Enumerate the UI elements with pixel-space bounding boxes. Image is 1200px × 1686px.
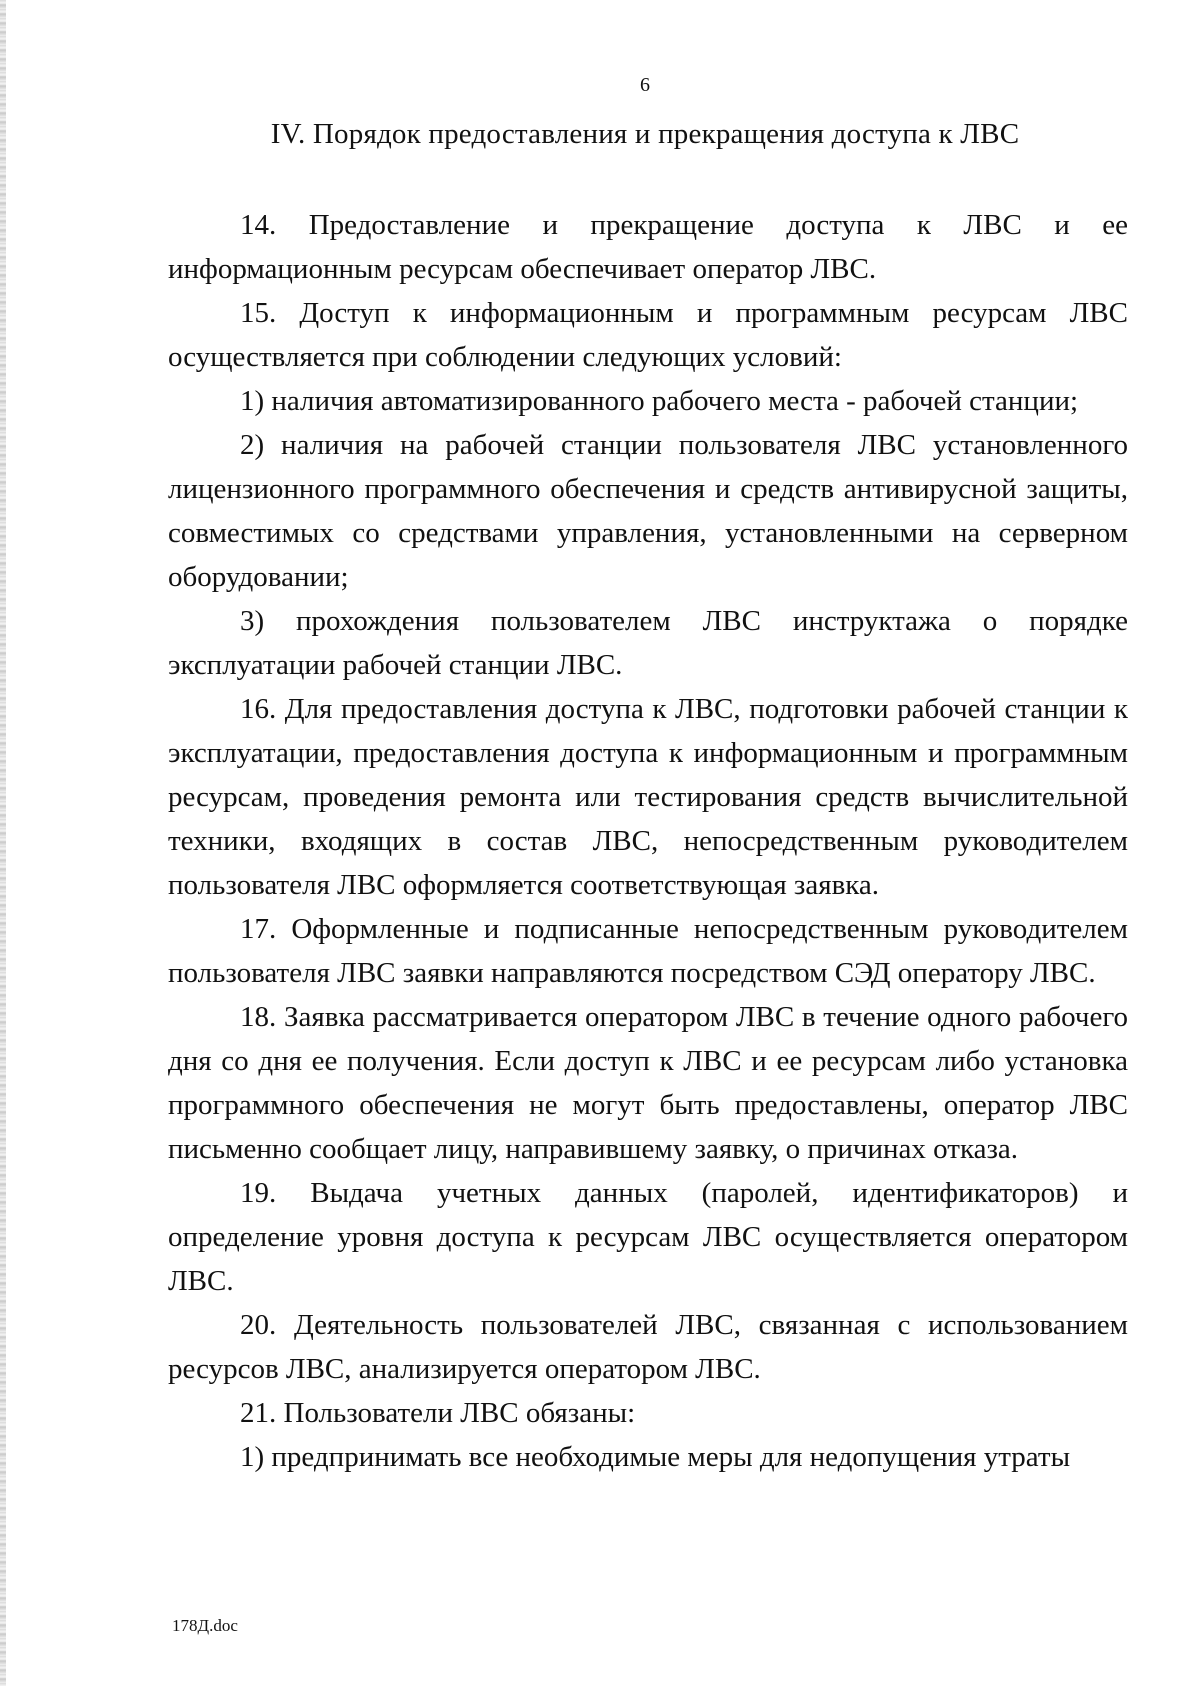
paragraph-19: 19. Выдача учетных данных (паролей, идентификаторов) и определение уровня доступа к ресурсам ЛВС осуществляется оператором ЛВС. [168, 1177, 1128, 1297]
section-title: IV. Порядок предоставления и прекращения доступа к ЛВС [270, 118, 1020, 150]
paragraph-21: 21. Пользователи ЛВС обязаны: [240, 1397, 636, 1429]
paragraph-17: 17. Оформленные и подписанные непосредственным руководителем пользователя ЛВС заявки направляются посредством СЭД оператору ЛВС. [168, 913, 1128, 989]
paragraph-15-item-1: 1) наличия автоматизированного рабочего места - рабочей станции; [240, 385, 1079, 417]
footer-filename: 178Д.doc [172, 1616, 238, 1635]
paragraph-21-item-1: 1) предпринимать все необходимые меры для недопущения утраты [240, 1441, 1071, 1473]
paragraph-16: 16. Для предоставления доступа к ЛВС, подготовки рабочей станции к эксплуатации, предоставления доступа к информационным и программным ресурсам, проведения ремонта или тестирования средств вычислительной техники, входящих в состав ЛВС, непосредственным руководителем пользователя ЛВС оформляется соответствующая заявка. [168, 693, 1128, 901]
document-body [168, 203, 1128, 1479]
paragraph-15-item-3: 3) прохождения пользователем ЛВС инструктажа о порядке эксплуатации рабочей станции ЛВС. [168, 605, 1128, 681]
paragraph-20: 20. Деятельность пользователей ЛВС, связанная с использованием ресурсов ЛВС, анализируется оператором ЛВС. [168, 1309, 1128, 1385]
scan-edge [0, 0, 6, 1686]
page-number: 6 [640, 74, 650, 96]
paragraph-18: 18. Заявка рассматривается оператором ЛВС в течение одного рабочего дня со дня ее получения. Если доступ к ЛВС и ее ресурсам либо установка программного обеспечения не могут быть предоставлены, оператор ЛВС письменно сообщает лицу, направившему заявку, о причинах отказа. [168, 1001, 1128, 1165]
paragraph-15: 15. Доступ к информационным и программным ресурсам ЛВС осуществляется при соблюдении следующих условий: [168, 297, 1128, 373]
paragraph-14: 14. Предоставление и прекращение доступа к ЛВС и ее информационным ресурсам обеспечивает оператор ЛВС. [168, 209, 1128, 285]
paragraph-15-item-2: 2) наличия на рабочей станции пользователя ЛВС установленного лицензионного программного обеспечения и средств антивирусной защиты, совместимых со средствами управления, установленными на серверном оборудовании; [168, 429, 1128, 593]
